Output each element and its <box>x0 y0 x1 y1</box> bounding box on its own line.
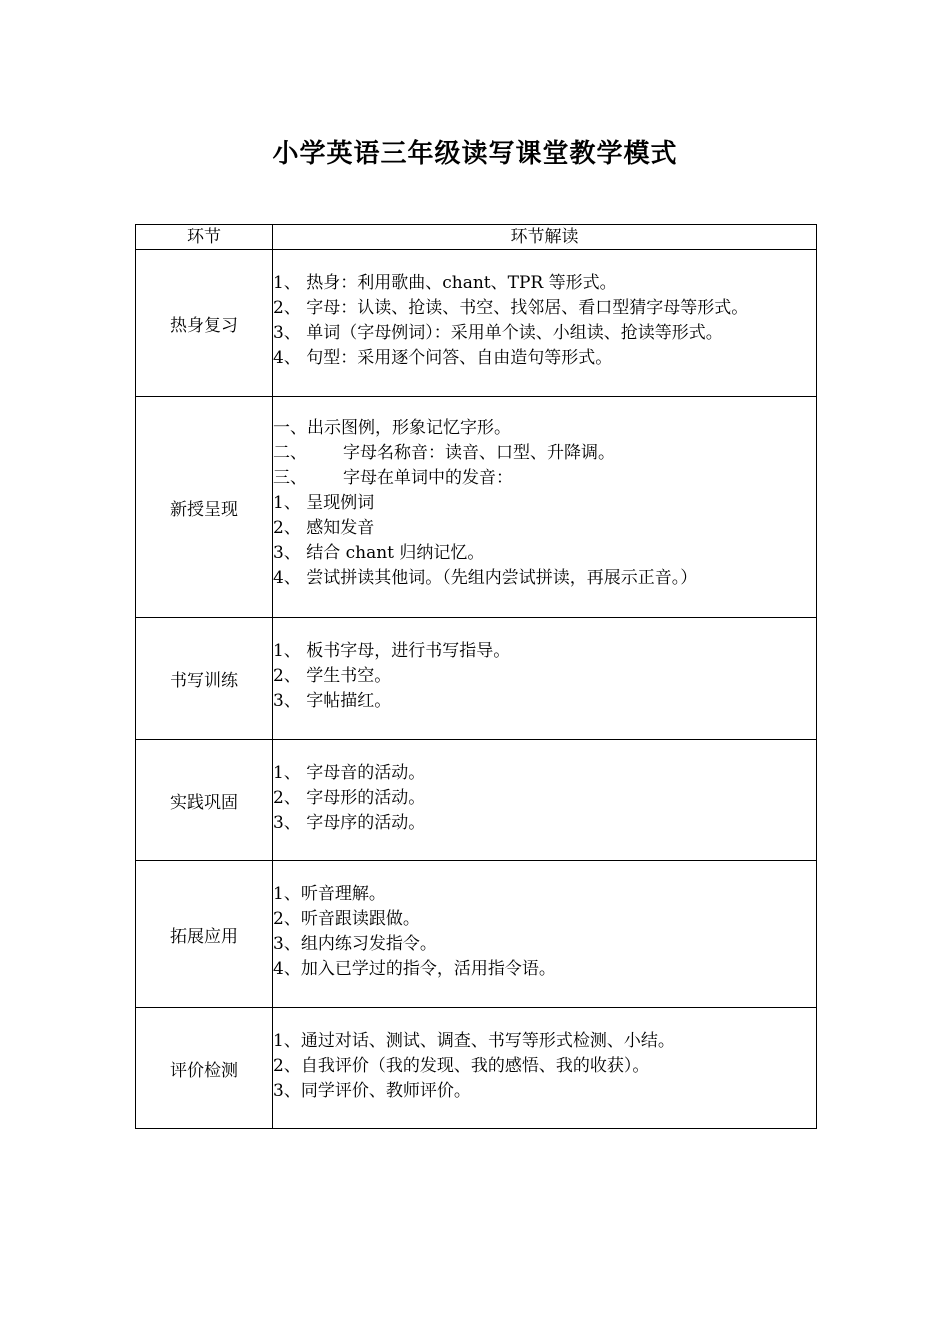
detail-cell <box>273 397 817 618</box>
detail-line: 4、 尝试拼读其他词。（先组内尝试拼读，再展示正音。） <box>273 568 698 588</box>
table-row <box>136 740 817 861</box>
list-text: 字母名称音：读音、口型、升降调。 <box>343 443 615 463</box>
detail-line: 2、 字母形的活动。 <box>273 788 426 808</box>
stage-cell: 新授呈现 <box>136 397 273 618</box>
stage-cell: 拓展应用 <box>136 861 273 1008</box>
detail-line: 1、 热身：利用歌曲、chant、TPR 等形式。 <box>273 273 617 293</box>
detail-cell <box>273 250 817 397</box>
detail-line: 2、 感知发音 <box>273 518 375 538</box>
detail-line: 3、组内练习发指令。 <box>273 934 437 954</box>
detail-line: 3、 结合 chant 归纳记忆。 <box>273 543 485 563</box>
detail-cell <box>273 740 817 861</box>
detail-cell <box>273 861 817 1008</box>
detail-line: 1、通过对话、测试、调查、书写等形式检测、小结。 <box>273 1031 675 1051</box>
stage-cell: 实践巩固 <box>136 740 273 861</box>
detail-cell <box>273 1008 817 1129</box>
stage-cell: 书写训练 <box>136 618 273 740</box>
detail-line: 一、出示图例，形象记忆字形。 <box>273 418 511 438</box>
stage-cell: 评价检测 <box>136 1008 273 1129</box>
detail-line: 3、 字帖描红。 <box>273 691 392 711</box>
detail-line: 3、 单词（字母例词）：采用单个读、小组读、抢读等形式。 <box>273 323 723 343</box>
header-stage: 环节 <box>136 225 273 250</box>
table-header-row <box>136 225 817 250</box>
detail-line: 4、 句型：采用逐个问答、自由造句等形式。 <box>273 348 613 368</box>
header-detail: 环节解读 <box>273 225 817 250</box>
table-row <box>136 1008 817 1129</box>
detail-line: 1、 字母音的活动。 <box>273 763 426 783</box>
detail-line: 2、听音跟读跟做。 <box>273 909 420 929</box>
table-row <box>136 250 817 397</box>
detail-line: 4、加入已学过的指令，活用指令语。 <box>273 959 556 979</box>
detail-line: 1、听音理解。 <box>273 884 386 904</box>
detail-line: 1、 呈现例词 <box>273 493 375 513</box>
stage-cell: 热身复习 <box>136 250 273 397</box>
detail-line: 2、自我评价（我的发现、我的感悟、我的收获）。 <box>273 1056 650 1076</box>
detail-line: 2、 学生书空。 <box>273 666 392 686</box>
detail-line: 3、同学评价、教师评价。 <box>273 1081 471 1101</box>
detail-line: 3、 字母序的活动。 <box>273 813 426 833</box>
table-row <box>136 397 817 618</box>
page-title: 小学英语三年级读写课堂教学模式 <box>272 139 678 169</box>
list-marker: 二、 <box>273 443 307 463</box>
detail-line: 1、 板书字母，进行书写指导。 <box>273 641 511 661</box>
detail-line <box>273 441 816 466</box>
detail-line: 2、 字母：认读、抢读、书空、找邻居、看口型猜字母等形式。 <box>273 298 749 318</box>
table-row <box>136 618 817 740</box>
detail-cell <box>273 618 817 740</box>
detail-line <box>273 466 816 491</box>
table-row <box>136 861 817 1008</box>
list-marker: 三、 <box>273 468 307 488</box>
list-text: 字母在单词中的发音： <box>343 468 513 488</box>
lesson-table <box>135 224 817 1129</box>
